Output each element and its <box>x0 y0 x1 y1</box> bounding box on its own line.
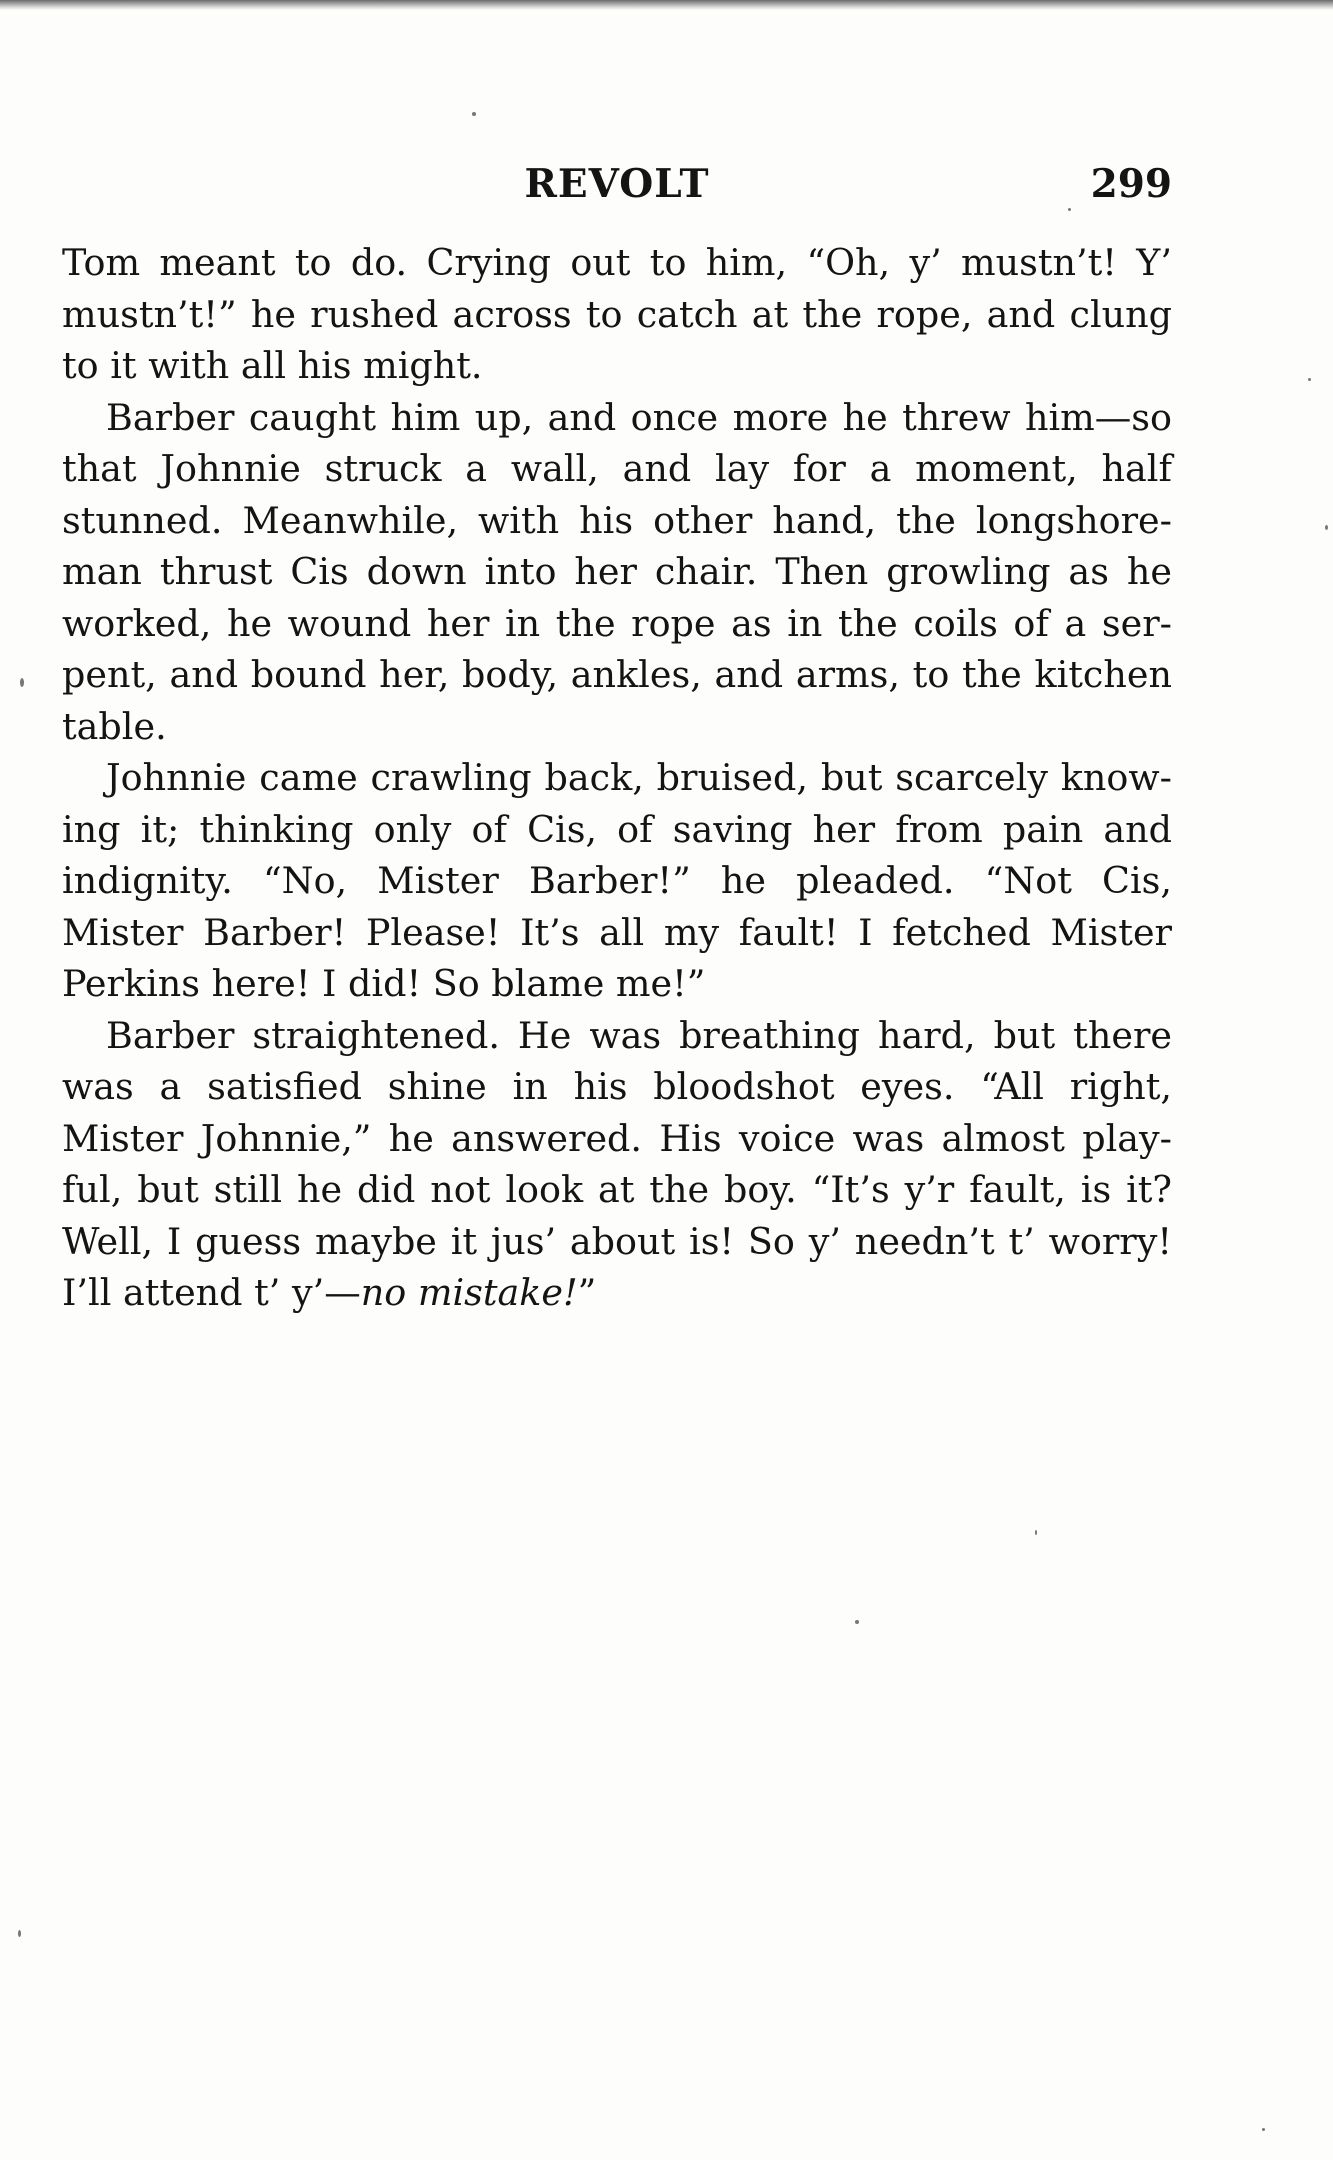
paragraph: Tom meant to do. Crying out to him, “Oh, y’ mustn’t! Y’ mustn’t!” he rushed across to catch at the rope, and clung to it with all his might. <box>62 241 1172 387</box>
scan-speck <box>472 112 476 116</box>
page-top-edge <box>0 0 1333 10</box>
paragraph <box>62 1010 1172 1319</box>
page-header <box>62 158 1172 210</box>
paragraph-text: Barber straightened. He was breathing hard, but there was a satisfied shine in his bloodshot eyes. “All right, Mister Johnnie,” he answered. His voice was almost playful, but still he did not look at the boy. “It’s y’r fault, is it? Well, I guess maybe it jus’ about is! So y’ needn’t t’ worry! I’ll attend t’ y’— <box>62 1013 1172 1314</box>
paragraph: Barber caught him up, and once more he threw him—so that Johnnie struck a wall, and lay for a moment, half stunned. Meanwhile, with his other hand, the longshoreman thrust Cis down into her chair. Then growling as he worked, he wound her in the rope as in the coils of a serpent, and bound her, body, ankles, and arms, to the kitchen table. <box>62 395 1172 748</box>
running-head: REVOLT <box>524 161 710 207</box>
scan-speck <box>1325 525 1328 530</box>
scan-speck <box>1308 378 1311 381</box>
scan-speck <box>855 1620 859 1624</box>
scan-speck <box>20 678 24 687</box>
page-body <box>62 237 1172 1319</box>
paragraph: Johnnie came crawling back, bruised, but scarcely knowing it; thinking only of Cis, of saving her from pain and indignity. “No, Mister Barber!” he pleaded. “Not Cis, Mister Barber! Please! It’s all my fault! I fetched Mister Perkins here! I did! So blame me!” <box>62 756 1172 1005</box>
scan-speck <box>1262 2128 1265 2131</box>
scan-speck <box>18 1930 21 1937</box>
scan-speck <box>1068 208 1071 211</box>
paragraph-text-end: ” <box>577 1271 597 1314</box>
scan-speck <box>1035 1530 1037 1535</box>
paragraph-italic-text: no mistake! <box>360 1271 578 1314</box>
page-number: 299 <box>1090 161 1172 207</box>
